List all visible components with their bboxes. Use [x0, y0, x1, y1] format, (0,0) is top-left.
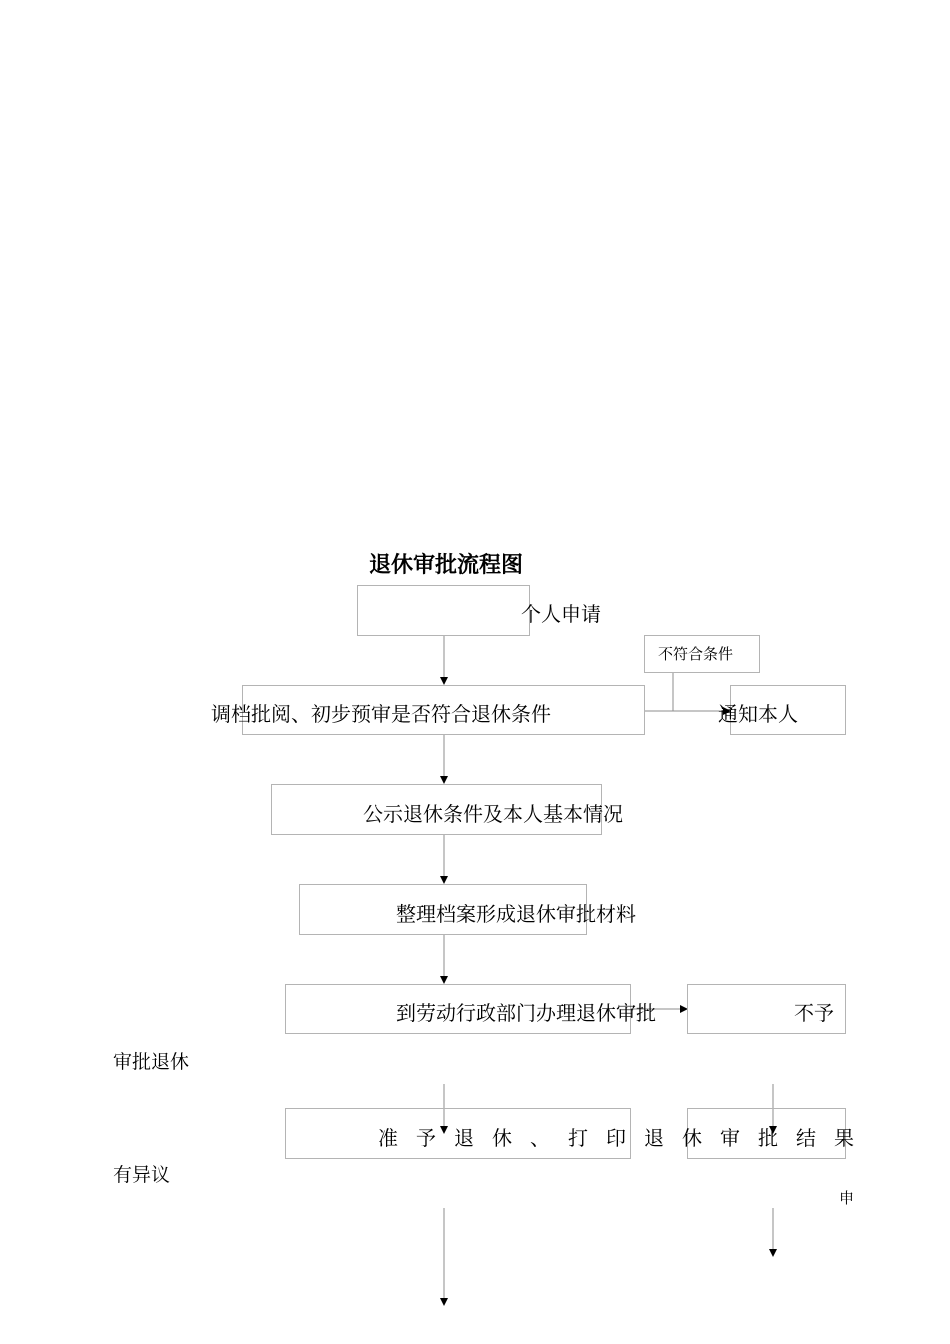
step-approve: 准予退休、打印退休审批结果	[378, 1126, 872, 1150]
step-publicize: 公示退休条件及本人基本情况	[363, 802, 623, 826]
step-organize: 整理档案形成退休审批材料	[396, 902, 636, 926]
label-not-eligible: 不符合条件	[658, 645, 734, 663]
apply-box	[357, 585, 530, 636]
step-apply: 个人申请	[521, 602, 601, 626]
step-labor-dept: 到劳动行政部门办理退休审批	[396, 1001, 656, 1025]
diagram-title: 退休审批流程图	[369, 553, 524, 578]
step-notify: 通知本人	[718, 702, 798, 726]
label-shen: 申	[839, 1189, 855, 1207]
label-approve-retire: 审批退休	[113, 1051, 190, 1073]
step-not-approve: 不予	[794, 1001, 834, 1025]
label-objection: 有异议	[113, 1164, 171, 1186]
step-review: 调档批阅、初步预审是否符合退休条件	[211, 702, 551, 726]
